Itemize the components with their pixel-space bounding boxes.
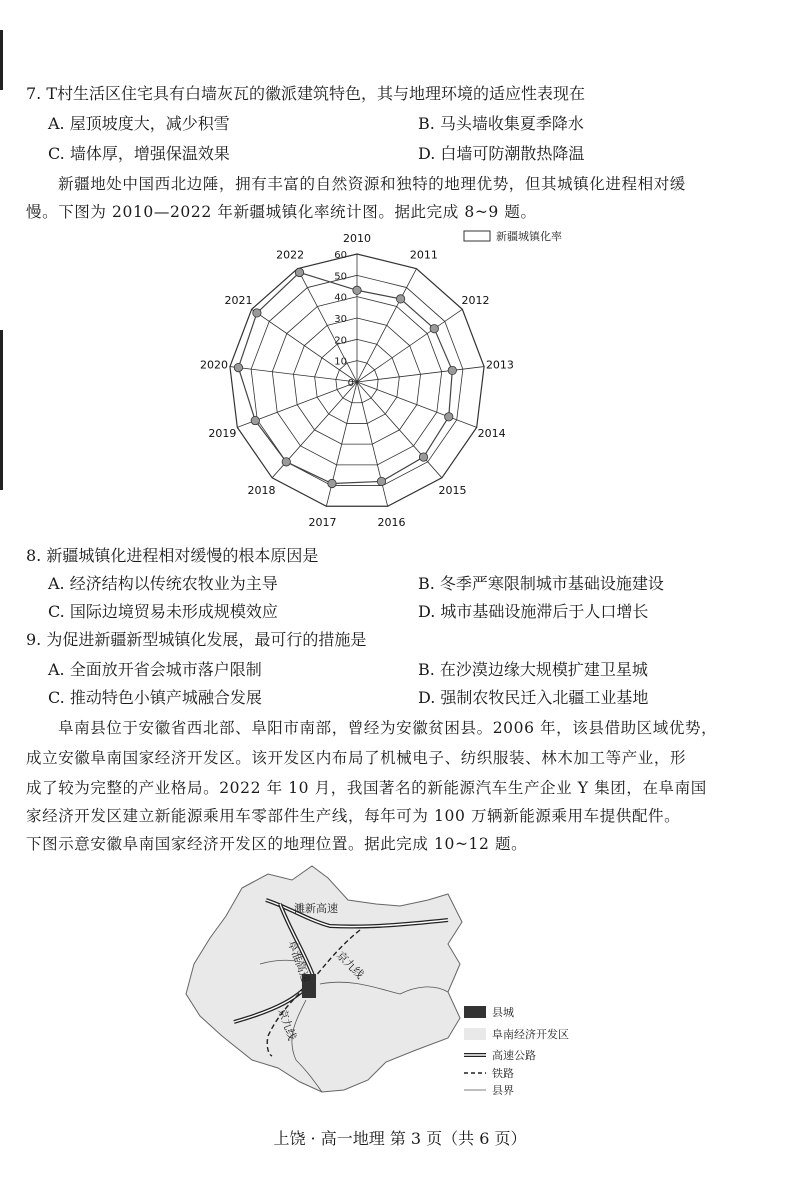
radar-tick-label: 20 (334, 335, 347, 347)
legend-devzone: 阜南经济开发区 (492, 1028, 569, 1041)
page-footer: 上饶 · 高一地理 第 3 页（共 6 页） (273, 1129, 527, 1148)
passage-funan-line-5: 下图示意安徽阜南国家经济开发区的地理位置。据此完成 10~12 题。 (26, 835, 528, 853)
question-8-stem: 8. 新疆城镇化进程相对缓慢的根本原因是 (26, 546, 319, 565)
radar-category-label: 2015 (438, 483, 467, 497)
map-legend (464, 1006, 569, 1097)
radar-tick-label: 10 (334, 356, 347, 368)
label-fuhuai-expressway: 阜淮高速 (285, 938, 313, 985)
legend-label: 新疆城镇化率 (496, 230, 562, 243)
question-9-option-a: A. 全面放开省会城市落户限制 (48, 660, 262, 679)
radar-category-label: 2013 (485, 358, 514, 372)
radar-category-label: 2022 (276, 248, 305, 262)
radar-data-point (353, 286, 361, 294)
radar-spoke (298, 269, 357, 382)
radar-category-label: 2017 (308, 515, 337, 529)
chart-legend (464, 229, 562, 243)
radar-tick-label: 60 (334, 250, 347, 261)
radar-tick-label: 50 (334, 271, 347, 283)
label-jingjiu-rail-south: 京九线 (275, 1006, 299, 1043)
radar-data-point (445, 413, 453, 421)
radar-category-label: 2014 (477, 427, 506, 441)
radar-category-label: 2021 (224, 294, 253, 308)
radar-category-label: 2020 (200, 358, 229, 372)
legend-railway: 铁路 (492, 1067, 514, 1080)
radar-data-point (295, 268, 303, 276)
radar-tick-label: 40 (334, 292, 347, 304)
passage-xinjiang-line-1: 新疆地处中国西北边陲，拥有丰富的自然资源和独特的地理优势，但其城镇化进程相对缓 (58, 175, 686, 193)
question-8-option-d: D. 城市基础设施滞后于人口增长 (418, 602, 649, 621)
radar-category-label: 2012 (461, 294, 490, 308)
radar-data-point (396, 295, 404, 303)
label-suixin-expressway: 濉新高速 (294, 902, 338, 915)
radar-tick-label: 0 (347, 378, 354, 389)
radar-data-point (234, 363, 242, 371)
legend-expressway: 高速公路 (492, 1049, 536, 1062)
passage-xinjiang-line-2: 慢。下图为 2010—2022 年新疆城镇化率统计图。据此完成 8~9 题。 (26, 203, 537, 221)
binding-edge-mark (0, 330, 3, 490)
funan-location-map (180, 860, 600, 1100)
radar-data-point (328, 479, 336, 487)
radar-data-point (253, 309, 261, 317)
question-9-option-c: C. 推动特色小镇产城融合发展 (48, 688, 262, 707)
label-jingjiu-rail-north: 京九线 (333, 948, 367, 982)
radar-category-label: 2010 (343, 232, 371, 245)
radar-data-point (282, 458, 290, 466)
question-8-option-c: C. 国际边境贸易未形成规模效应 (48, 602, 278, 621)
question-7-option-a: A. 屋顶坡度大，减少积雪 (48, 114, 230, 133)
legend-county-border: 县界 (492, 1084, 514, 1097)
question-9-stem: 9. 为促进新疆新型城镇化发展，最可行的措施是 (26, 630, 367, 649)
passage-funan-line-2: 成立安徽阜南国家经济开发区。该开发区内布局了机械电子、纺织服装、林木加工等产业，形 (26, 749, 687, 767)
question-8-option-a: A. 经济结构以传统农牧业为主导 (48, 574, 278, 593)
question-7-option-b: B. 马头墙收集夏季降水 (418, 114, 584, 133)
radar-category-label: 2019 (208, 427, 237, 441)
radar-tick-label: 30 (334, 314, 347, 325)
legend-devzone-icon (464, 1028, 486, 1040)
radar-data-point (430, 324, 438, 332)
radar-data-point (377, 477, 385, 485)
passage-funan-line-4: 家经济开发区建立新能源乘用车零部件生产线，每年可为 100 万辆新能源乘用车提供配件。 (26, 807, 681, 825)
question-7-stem: 7. T村生活区住宅具有白墙灰瓦的徽派建筑特色，其与地理环境的适应性表现在 (26, 84, 586, 103)
radar-category-label: 2018 (247, 483, 276, 497)
question-7-option-d: D. 白墙可防潮散热降温 (418, 144, 585, 163)
binding-edge-mark (0, 30, 3, 90)
radar-spoke (357, 382, 442, 478)
legend-swatch (464, 231, 490, 241)
passage-funan-line-3: 成了较为完整的产业格局。2022 年 10 月，我国著名的新能源汽车生产企业 Y 集团，在阜南国 (26, 779, 707, 797)
legend-county-seat: 县城 (492, 1006, 514, 1019)
question-8-option-b: B. 冬季严寒限制城市基础设施建设 (418, 574, 664, 593)
radar-data-point (448, 366, 456, 374)
question-7-option-c: C. 墙体厚，增强保温效果 (48, 144, 230, 163)
passage-funan-line-1: 阜南县位于安徽省西北部、阜阳市南部，曾经为安徽贫困县。2006 年，该县借助区域优势， (58, 719, 718, 737)
question-9-option-d: D. 强制农牧民迁入北疆工业基地 (418, 688, 649, 707)
question-9-option-b: B. 在沙漠边缘大规模扩建卫星城 (418, 660, 648, 679)
radar-spoke (357, 269, 416, 382)
radar-data-point (251, 416, 259, 424)
radar-category-label: 2011 (409, 248, 438, 262)
county-area (186, 866, 462, 1092)
urbanization-radar-chart (150, 226, 580, 536)
radar-data-point (419, 453, 427, 461)
radar-category-label: 2016 (377, 515, 406, 529)
legend-county-seat-icon (464, 1006, 486, 1018)
